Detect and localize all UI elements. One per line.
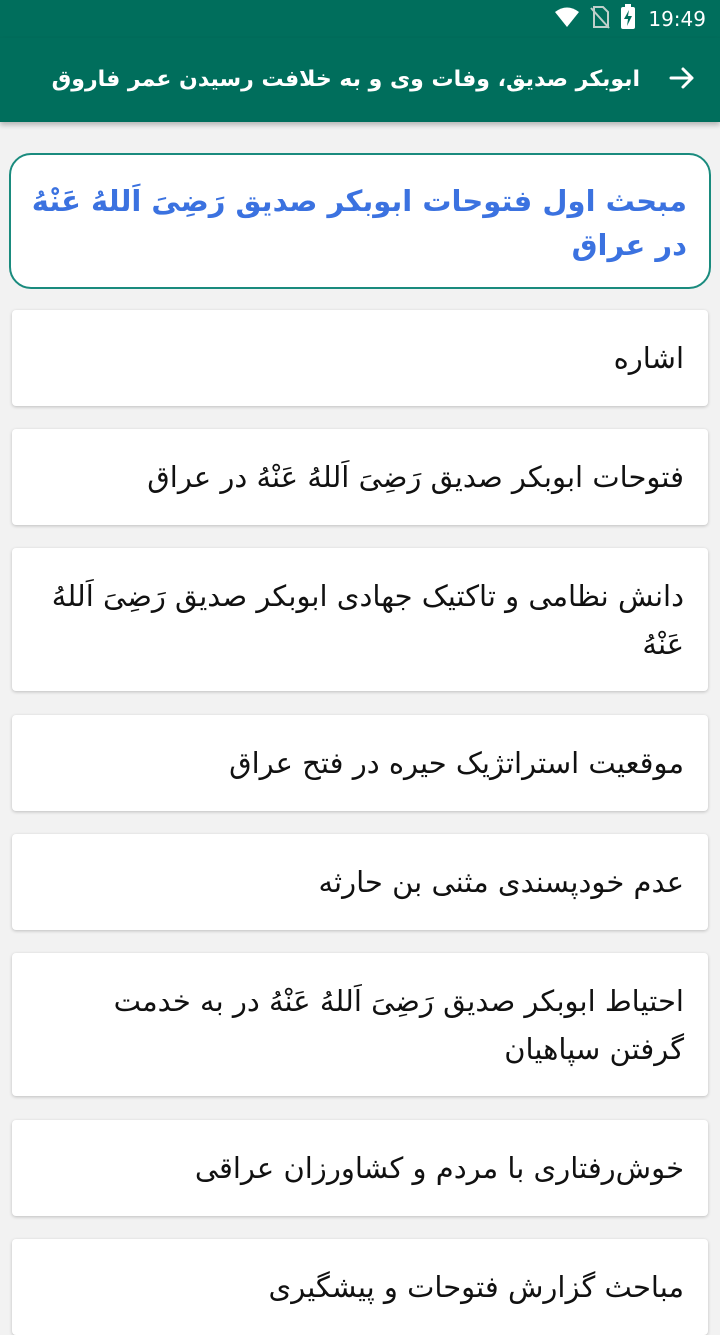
list-item[interactable] (12, 429, 708, 525)
list-item-label: خوش‌رفتاری با مردم و کشاورزان عراقی (194, 1151, 684, 1185)
list-item[interactable] (12, 834, 708, 930)
wifi-icon (554, 6, 580, 32)
list-item[interactable] (12, 548, 708, 691)
list-item-label: دانش نظامی و تاکتیک جهادی ابوبکر صدیق رَضِىَ اَللهُ عَنْهُ (51, 578, 684, 661)
app-bar (0, 38, 720, 122)
status-bar (0, 0, 720, 38)
arrow-forward-icon (668, 64, 696, 96)
list-item[interactable] (12, 715, 708, 811)
page-title: ابوبکر صدیق، وفات وی و به خلافت رسیدن عمر فاروق (51, 67, 640, 92)
list-item-label: فتوحات ابوبکر صدیق رَضِىَ اَللهُ عَنْهُ در عراق (147, 460, 684, 494)
status-icons (554, 6, 706, 32)
list-item[interactable] (12, 1239, 708, 1335)
section-header[interactable] (9, 153, 711, 289)
list-item-label: مباحث گزارش فتوحات و پیشگیری (268, 1270, 684, 1304)
status-time: 19:49 (648, 7, 706, 31)
list-item-label: احتیاط ابوبکر صدیق رَضِىَ اَللهُ عَنْهُ در به خدمت گرفتن سپاهیان (113, 983, 684, 1066)
back-button[interactable] (666, 64, 698, 96)
battery-charging-icon (620, 4, 636, 34)
list-item-label: اشاره (613, 341, 684, 375)
chapter-list (0, 122, 720, 1304)
list-item[interactable] (12, 953, 708, 1096)
list-item-label: عدم خودپسندی مثنی بن حارثه (318, 865, 684, 899)
list-item-label: موقعیت استراتژیک حیره در فتح عراق (229, 746, 684, 780)
list-item[interactable] (12, 1120, 708, 1216)
section-title: مبحث اول فتوحات ابوبکر صدیق رَضِىَ اَللهُ عَنْهُ در عراق (31, 184, 687, 262)
no-sim-icon (590, 5, 610, 33)
list-item[interactable] (12, 310, 708, 406)
